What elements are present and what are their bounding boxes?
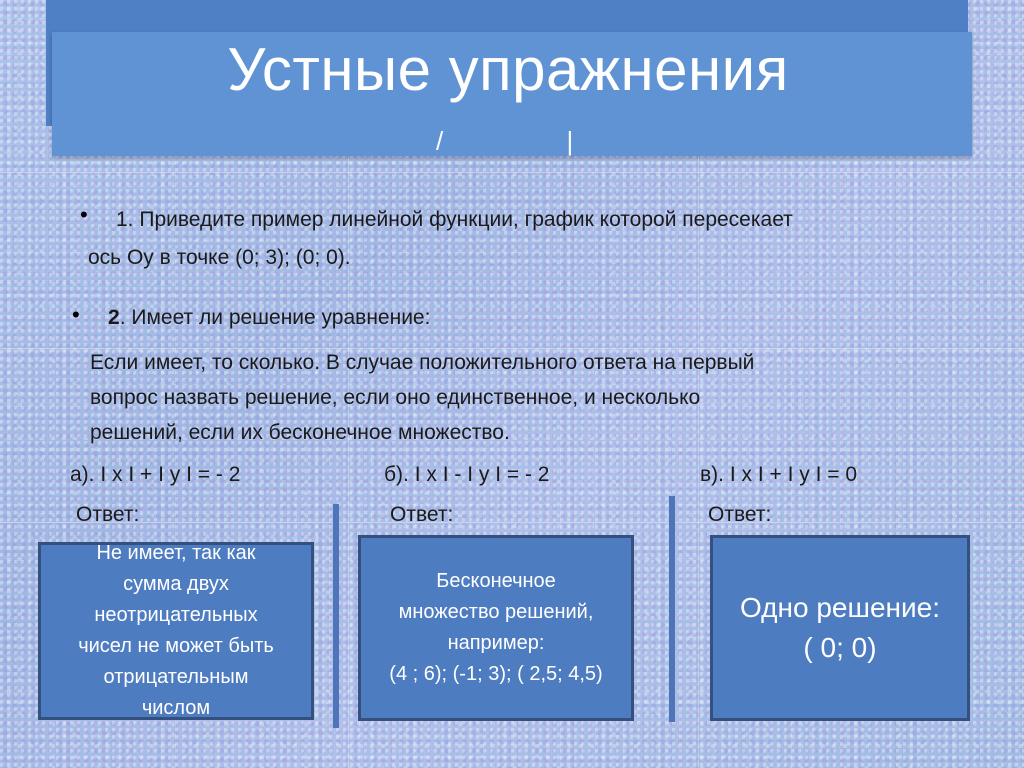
answer-a-line: числом xyxy=(141,697,211,719)
bullet-icon: • xyxy=(80,202,88,227)
answer-b-line: например: xyxy=(447,632,545,654)
answer-c-line: Одно решение: xyxy=(740,592,940,623)
answer-label-c: Ответ: xyxy=(708,503,772,526)
answer-label-a: Ответ: xyxy=(76,503,140,526)
answer-a-line: неотрицательных xyxy=(94,604,258,626)
answer-a-line: отрицательным xyxy=(103,666,249,688)
task2-number: 2 xyxy=(108,306,120,329)
answer-a-line: чисел не может быть xyxy=(78,635,274,657)
task2-line2: вопрос назвать решение, если оно единственное, и несколько xyxy=(90,386,701,409)
slide-title: Устные упражнения xyxy=(227,36,789,103)
column-divider xyxy=(333,504,339,728)
answer-box-b xyxy=(358,535,634,721)
answer-b-line: Бесконечное xyxy=(436,570,556,592)
title-fragment: / | xyxy=(436,126,632,156)
answer-b-line: (4 ; 6); (-1; 3); ( 2,5; 4,5) xyxy=(389,663,603,685)
task2-heading-text: . Имеет ли решение уравнение: xyxy=(119,306,431,329)
equation-c: в). I x I + I y I = 0 xyxy=(700,463,858,486)
task2-heading xyxy=(108,300,430,336)
task1-line1: 1. Приведите пример линейной функции, график которой пересекает xyxy=(116,208,793,231)
task2-line3: решений, если их бесконечное множество. xyxy=(90,421,510,444)
answer-a-line: Не имеет, так как xyxy=(96,542,256,564)
background-grid-line xyxy=(0,172,1024,173)
answer-box-c xyxy=(710,535,970,721)
column-divider xyxy=(669,496,675,722)
task2-line1: Если имеет, то сколько. В случае положительного ответа на первый xyxy=(90,351,755,374)
equation-b: б). I x I - I y I = - 2 xyxy=(384,463,550,486)
equation-a: а). I x I + I y I = - 2 xyxy=(70,463,241,486)
answer-label-b: Ответ: xyxy=(390,503,454,526)
answer-b-line: множество решений, xyxy=(398,601,594,623)
bullet-icon: • xyxy=(72,302,80,327)
task1-line2: ось Оу в точке (0; 3); (0; 0). xyxy=(88,246,351,269)
answer-box-a xyxy=(38,542,314,720)
background-grid-line xyxy=(0,522,1024,523)
answer-a-line: сумма двух xyxy=(123,573,229,595)
answer-c-line: ( 0; 0) xyxy=(803,632,877,663)
